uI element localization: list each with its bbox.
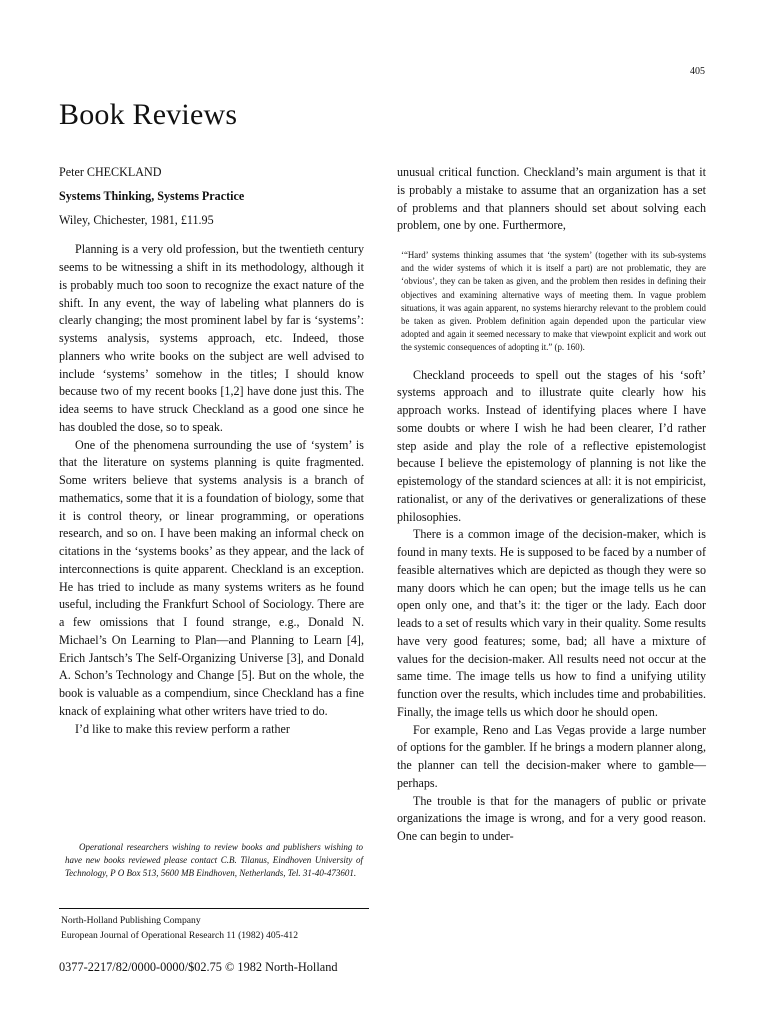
block-quote: ‘“Hard’ systems thinking assumes that ‘the system’ (together with its sub-systems and the wider systems of which it is itself a part) are not problematic, they are ‘obvious’, they can be taken as given, and the problem then resides in defining their objectives and examining alternative ways of meeting them. In vague problem situations, it was again apparent, no systems hierarchy relevant to the problem could be taken as given. Problem definition again depended upon the particular view adopted and again it seemed necessary to make that viewpoint explicit and work out the systemic consequences of adopting it.” (p. 160).: [401, 250, 706, 353]
review-paragraph-1: Planning is a very old profession, but the twentieth century seems to be witnessing a shift in its methodology, although it is probably much too soon to recognize the exact nature of the shift. In any event, the way of labeling what planners do is clearly changing; the most prominent label by far is ‘systems’: systems analysis, systems approach, etc. Indeed, those planners who write books on the subject are well advised to include ‘systems’ somehow in the titles; I should know because two of my recent books [1,2] have done just this. The idea seems to have struck Checkland as a good one since he has doubled the dose, so to speak.: [59, 242, 364, 434]
journal-citation: European Journal of Operational Research 11 (1982) 405-412: [61, 930, 299, 941]
page-number: 405: [690, 66, 705, 77]
book-title: Systems Thinking, Systems Practice: [59, 188, 245, 203]
review-paragraph-5: There is a common image of the decision-maker, which is found in many texts. He is supposed to be faced by a number of feasible alternatives which are depicted as though they were so many doors which he can open; but the image tells us he can open only one, and that’s it: the tiger or the lady. Each door leads to a set of results which vary in their quality. Some results have very good features; some, bad; all have a mixture of values for the decision-maker. All results need not occur at the same time. The image tells us how to find a unifying utility function over the results, which includes time and probabilities. Finally, the image tells us which door he should open.: [397, 527, 706, 719]
review-paragraph-7: The trouble is that for the managers of public or private organizations the image is wrong, and for a very good reason. One can begin to under-: [397, 793, 706, 844]
review-paragraph-6: For example, Reno and Las Vegas provide a large number of options for the gambler. If he brings a modern planner along, the planner can tell the decision-maker where to gamble—perhaps.: [397, 722, 706, 790]
book-publisher: Wiley, Chichester, 1981, £11.95: [59, 212, 214, 227]
review-paragraph-3: I’d like to make this review perform a rather: [75, 721, 290, 736]
review-paragraph-4: Checkland proceeds to spell out the stages of his ‘soft’ systems approach and to illustrate quite clearly how his approach works. Instead of identifying places where I have some doubts or where I wish he had been clearer, I’d rather step aside and play the role of a reflective epistemologist because I believe the epistemology of planning is not like the epistemology of the standard sciences at all: it is not empiricist, rationalist, or any of the derivatives or generalizations of these philosophies.: [397, 367, 706, 524]
publisher-info: [61, 913, 298, 943]
footer-divider: [59, 908, 369, 909]
review-paragraph-2: One of the phenomena surrounding the use of ‘system’ is that the literature on systems planning is quite fragmented. Some writers believe that systems analysis is a branch of mathematics, some that it is a foundation of biology, some that it is control theory, or linear programming, or operations research, and so on. I have been making an informal check on citations in the ‘systems books’ as they appear, and the lack of interconnections is quite apparent. Checkland is an exception. He has tried to include as many systems writers as he found useful, including the Frankfurt School of Sociology. There are a few omissions that I found strange, e.g., Donald N. Michael’s On Learning to Plan—and Planning to Learn [4], Erich Jantsch’s The Self-Organizing Universe [3], and Donald A. Schon’s Technology and Change [5]. But on the whole, the book is valuable as a compendium, since Checkland has a fine knack of explaining what other writers have tried to do.: [59, 437, 364, 718]
publisher-company: North-Holland Publishing Company: [61, 915, 201, 926]
section-title: Book Reviews: [59, 98, 238, 131]
right-column: [397, 164, 706, 846]
review-paragraph-continued: unusual critical function. Checkland’s main argument is that it is probably a mistake to assume that an organization has a set of problems and that planners should set about solving each problem, one by one. Furthermore,: [397, 165, 706, 233]
book-author: Peter CHECKLAND: [59, 165, 162, 179]
issn-copyright: 0377-2217/82/0000-0000/$02.75 © 1982 North-Holland: [59, 960, 338, 974]
editorial-note: Operational researchers wishing to review books and publishers wishing to have new books reviewed please contact C.B. Tilanus, Eindhoven University of Technology, P O Box 513, 5600 MB Eindhoven, Netherlands, Tel. 31-40-473601.: [65, 842, 363, 878]
left-column: [59, 164, 364, 738]
